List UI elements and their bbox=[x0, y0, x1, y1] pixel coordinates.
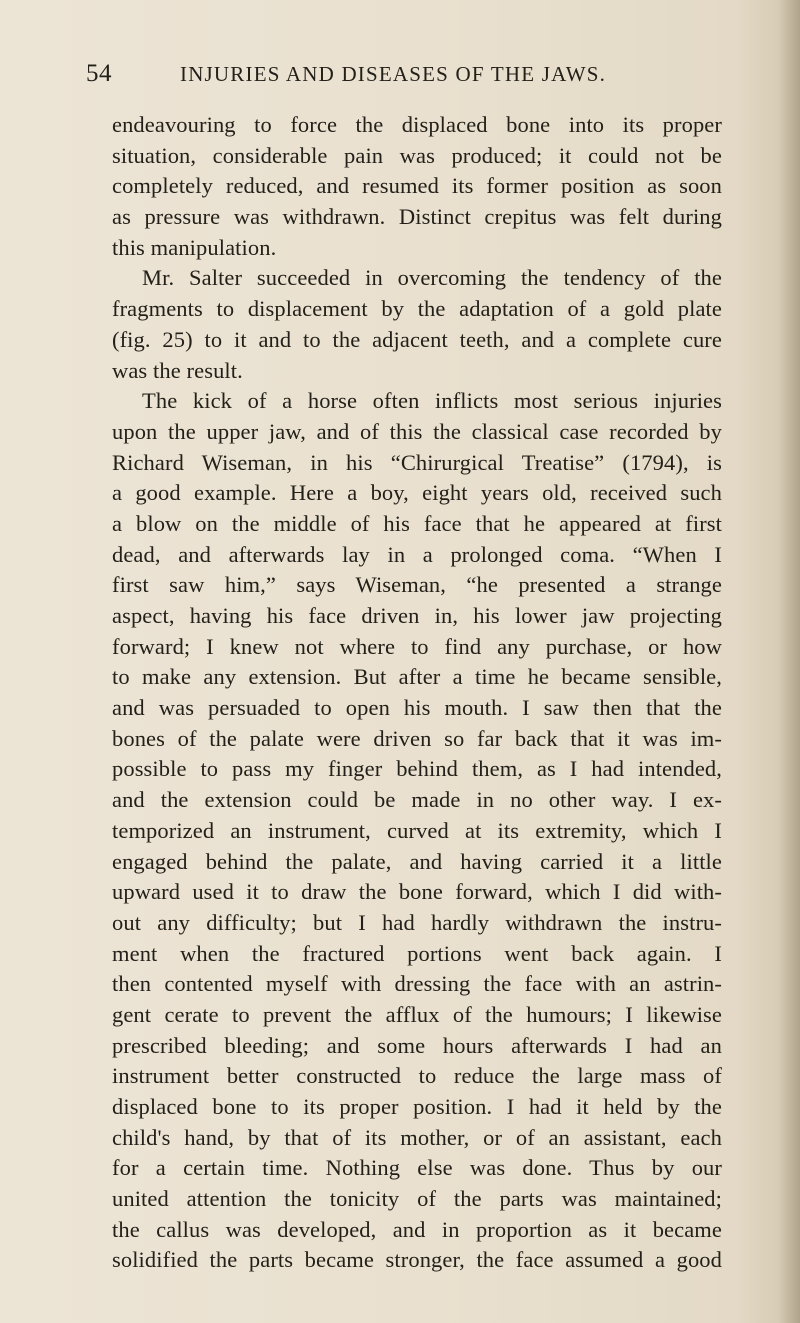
text-line: a good example. Here a boy, eight years old, received such bbox=[112, 480, 722, 506]
page-edge-shadow bbox=[778, 0, 800, 1323]
body-text bbox=[112, 110, 722, 1276]
text-line: possible to pass my finger behind them, as I had intended, bbox=[112, 756, 722, 782]
text-line: temporized an instrument, curved at its extremity, which I bbox=[112, 817, 722, 843]
text-line: ment when the fractured portions went back again. I bbox=[112, 940, 722, 966]
text-line: solidified the parts became stronger, the face assumed a good bbox=[112, 1247, 722, 1273]
text-line: a blow on the middle of his face that he appeared at first bbox=[112, 510, 722, 536]
text-line: as pressure was withdrawn. Distinct crepitus was felt during bbox=[112, 204, 722, 230]
text-line: displaced bone to its proper position. I had it held by the bbox=[112, 1094, 722, 1119]
text-line: (fig. 25) to it and to the adjacent teeth, and a complete cure bbox=[112, 326, 722, 352]
text-line: Mr. Salter succeeded in overcoming the tendency of the bbox=[142, 265, 722, 291]
text-line: aspect, having his face driven in, his lower jaw projecting bbox=[112, 603, 722, 628]
page-header bbox=[0, 56, 800, 96]
text-line: out any difficulty; but I had hardly withdrawn the instru- bbox=[112, 909, 722, 935]
text-line: fragments to displacement by the adaptation of a gold plate bbox=[112, 296, 722, 322]
page-number: 54 bbox=[86, 60, 112, 87]
text-line: forward; I knew not where to find any purchase, or how bbox=[112, 633, 722, 659]
text-line: engaged behind the palate, and having carried it a little bbox=[112, 848, 722, 874]
text-line: gent cerate to prevent the afflux of the humours; I likewise bbox=[112, 1001, 722, 1027]
text-line: completely reduced, and resumed its former position as soon bbox=[112, 173, 722, 199]
text-line: to make any extension. But after a time he became sensible, bbox=[112, 664, 722, 690]
text-line: the callus was developed, and in proportion as it became bbox=[112, 1216, 722, 1242]
text-line: Richard Wiseman, in his “Chirurgical Treatise” (1794), is bbox=[112, 449, 722, 475]
text-line: bones of the palate were driven so far back that it was im- bbox=[112, 725, 722, 751]
text-line: dead, and afterwards lay in a prolonged coma. “When I bbox=[112, 541, 722, 567]
text-line: this manipulation. bbox=[112, 234, 277, 260]
text-line: for a certain time. Nothing else was done. Thus by our bbox=[112, 1155, 722, 1181]
text-line: child's hand, by that of its mother, or of an assistant, each bbox=[112, 1124, 722, 1150]
text-line: was the result. bbox=[112, 357, 243, 383]
text-line: then contented myself with dressing the face with an astrin- bbox=[112, 971, 722, 997]
text-line: endeavouring to force the displaced bone into its proper bbox=[112, 112, 722, 137]
text-line: instrument better constructed to reduce the large mass of bbox=[112, 1063, 722, 1089]
text-line: upon the upper jaw, and of this the classical case recorded by bbox=[112, 418, 722, 444]
text-line: prescribed bleeding; and some hours afterwards I had an bbox=[112, 1032, 722, 1058]
text-line: and was persuaded to open his mouth. I saw then that the bbox=[112, 695, 722, 721]
text-line: upward used it to draw the bone forward, which I did with- bbox=[112, 879, 722, 905]
text-line: and the extension could be made in no other way. I ex- bbox=[112, 787, 722, 813]
text-line: The kick of a horse often inflicts most serious injuries bbox=[142, 388, 722, 414]
text-line: situation, considerable pain was produced; it could not be bbox=[112, 142, 722, 168]
running-head: INJURIES AND DISEASES OF THE JAWS. bbox=[180, 62, 607, 86]
text-line: united attention the tonicity of the parts was maintained; bbox=[112, 1186, 722, 1212]
text-line: first saw him,” says Wiseman, “he presented a strange bbox=[112, 572, 722, 598]
